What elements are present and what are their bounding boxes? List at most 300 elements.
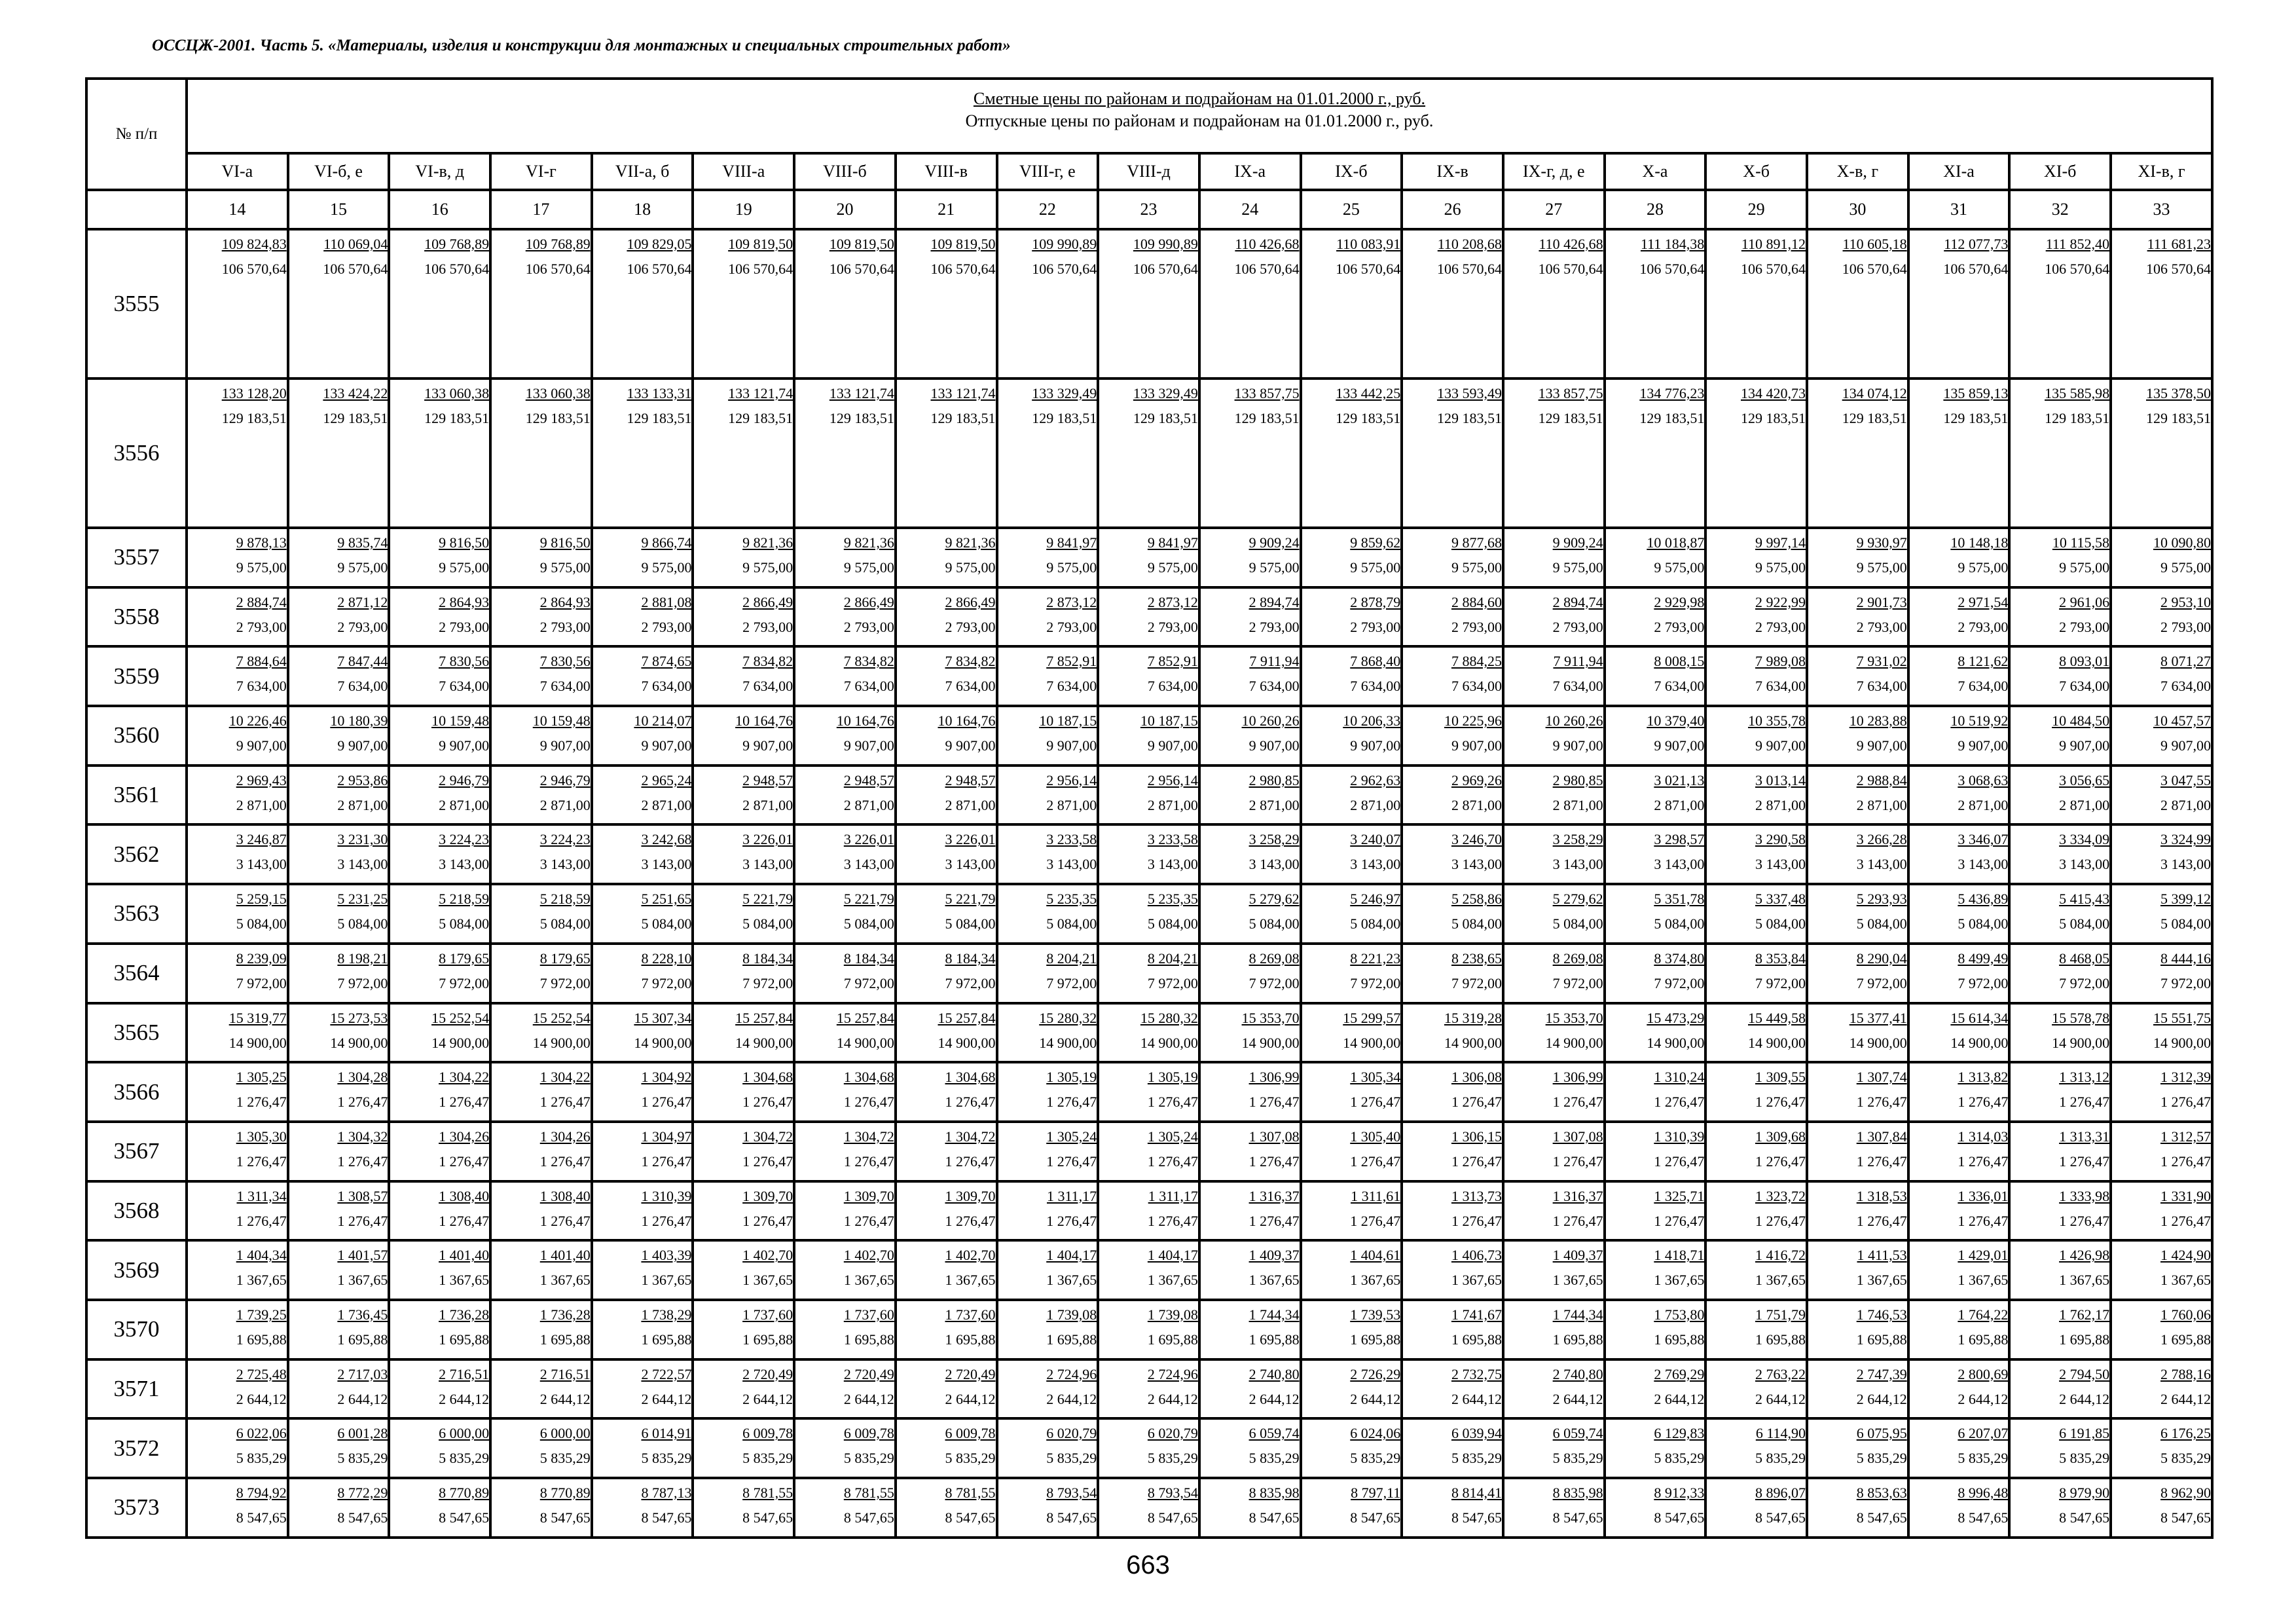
estimate-price: 6 022,06 [236, 1425, 287, 1442]
estimate-price: 1 418,71 [1654, 1247, 1705, 1264]
release-price: 7 634,00 [439, 678, 490, 695]
column-number: 33 [2111, 190, 2212, 229]
price-cell [1705, 229, 1807, 378]
estimate-price: 110 605,18 [1842, 236, 1907, 252]
release-price: 1 276,47 [1755, 1212, 1806, 1229]
release-price: 106 570,64 [221, 261, 287, 277]
estimate-price: 3 056,65 [2059, 771, 2110, 788]
estimate-price: 6 014,91 [641, 1425, 692, 1442]
estimate-price: 111 184,38 [1640, 236, 1705, 252]
estimate-price: 1 307,84 [1856, 1128, 1907, 1145]
price-cell [187, 378, 288, 528]
price-cell [1098, 1062, 1199, 1122]
release-price: 106 570,64 [1336, 261, 1401, 277]
estimate-price: 2 720,49 [742, 1365, 793, 1382]
release-price: 9 907,00 [1552, 737, 1603, 754]
price-cell [490, 1122, 592, 1181]
column-number-row [86, 190, 2212, 229]
price-cell [1908, 528, 2010, 587]
estimate-price: 2 953,86 [337, 771, 388, 788]
release-price: 5 835,29 [1958, 1450, 2009, 1467]
release-price: 106 570,64 [2145, 261, 2211, 277]
release-price: 129 183,51 [1538, 410, 1603, 426]
estimate-price: 6 059,74 [1248, 1425, 1300, 1442]
price-cell [1503, 766, 1605, 825]
estimate-price: 111 681,23 [2147, 236, 2211, 252]
release-price: 7 634,00 [1552, 678, 1603, 695]
estimate-price: 2 720,49 [843, 1365, 894, 1382]
region-header: IX-а [1199, 153, 1301, 190]
price-cell [490, 1300, 592, 1359]
release-price: 106 570,64 [728, 261, 793, 277]
estimate-price: 3 246,87 [236, 831, 287, 848]
release-price: 14 900,00 [1748, 1034, 1806, 1051]
release-price: 8 547,65 [641, 1509, 692, 1526]
release-price: 2 644,12 [2160, 1390, 2211, 1407]
price-cell [1605, 1240, 1706, 1300]
release-price: 5 084,00 [2160, 915, 2211, 932]
estimate-price: 8 781,55 [843, 1485, 894, 1501]
estimate-price: 1 314,03 [1958, 1128, 2009, 1145]
price-cell [288, 1418, 390, 1478]
estimate-price: 134 420,73 [1741, 385, 1806, 401]
price-cell [997, 378, 1099, 528]
price-cell [693, 528, 794, 587]
price-cell [490, 1181, 592, 1241]
release-price: 5 835,29 [742, 1450, 793, 1467]
estimate-price: 1 304,22 [539, 1069, 591, 1086]
price-cell [490, 1003, 592, 1063]
estimate-price: 110 426,68 [1539, 236, 1603, 252]
price-cell [693, 229, 794, 378]
price-cell [1705, 378, 1807, 528]
release-price: 9 575,00 [1046, 559, 1097, 576]
estimate-price: 7 911,94 [1249, 653, 1300, 670]
estimate-price: 2 866,49 [742, 593, 793, 610]
estimate-price: 1 313,12 [2059, 1069, 2110, 1086]
row-number: 3555 [86, 229, 187, 378]
release-price: 8 547,65 [1350, 1509, 1401, 1526]
estimate-price: 8 912,33 [1654, 1485, 1705, 1501]
price-cell [1605, 229, 1706, 378]
estimate-price: 2 864,93 [439, 593, 490, 610]
estimate-price: 1 304,72 [945, 1128, 996, 1145]
estimate-price: 135 859,13 [1943, 385, 2009, 401]
release-price: 14 900,00 [1849, 1034, 1907, 1051]
estimate-price: 9 816,50 [439, 534, 490, 551]
price-cell [1301, 944, 1402, 1003]
release-price: 129 183,51 [1133, 410, 1198, 426]
estimate-price: 5 259,15 [236, 891, 287, 908]
release-price: 3 143,00 [1350, 856, 1401, 873]
release-price: 5 084,00 [439, 915, 490, 932]
release-price: 9 575,00 [439, 559, 490, 576]
release-price: 8 547,65 [236, 1509, 287, 1526]
estimate-price: 7 874,65 [641, 653, 692, 670]
release-price: 129 183,51 [323, 410, 388, 426]
price-cell [794, 884, 896, 944]
estimate-price: 111 852,40 [2045, 236, 2110, 252]
release-price: 7 972,00 [641, 974, 692, 991]
estimate-price: 7 911,94 [1553, 653, 1603, 670]
price-cell [1199, 1122, 1301, 1181]
release-price: 9 907,00 [1147, 737, 1198, 754]
release-price: 2 644,12 [1451, 1390, 1502, 1407]
estimate-price: 3 298,57 [1654, 831, 1705, 848]
table-row [86, 824, 2212, 884]
release-price: 106 570,64 [1234, 261, 1300, 277]
estimate-price: 133 424,22 [323, 385, 388, 401]
estimate-price: 8 198,21 [337, 950, 388, 967]
release-price: 2 644,12 [439, 1390, 490, 1407]
release-price: 2 644,12 [945, 1390, 996, 1407]
release-price: 1 695,88 [1654, 1331, 1705, 1348]
price-cell [1807, 378, 1908, 528]
estimate-price: 15 353,70 [1545, 1009, 1603, 1026]
release-price: 2 644,12 [1856, 1390, 1907, 1407]
release-price: 14 900,00 [836, 1034, 894, 1051]
row-number: 3571 [86, 1359, 187, 1419]
table-row [86, 229, 2212, 378]
price-cell [896, 1240, 997, 1300]
estimate-price: 1 736,45 [337, 1306, 388, 1323]
estimate-price: 8 238,65 [1451, 950, 1502, 967]
estimate-price: 133 121,74 [829, 385, 894, 401]
estimate-price: 2 724,96 [1046, 1365, 1097, 1382]
price-cell [1199, 1478, 1301, 1538]
estimate-price: 1 305,34 [1350, 1069, 1401, 1086]
release-price: 8 547,65 [1552, 1509, 1603, 1526]
table-row [86, 1359, 2212, 1419]
release-price: 1 276,47 [1451, 1212, 1502, 1229]
estimate-price: 3 233,58 [1046, 831, 1097, 848]
release-price: 1 276,47 [641, 1212, 692, 1229]
price-cell [997, 1300, 1099, 1359]
estimate-price: 2 740,80 [1248, 1365, 1300, 1382]
estimate-price: 1 744,34 [1552, 1306, 1603, 1323]
estimate-price: 1 762,17 [2059, 1306, 2110, 1323]
price-cell [592, 646, 693, 706]
price-cell [1098, 378, 1199, 528]
column-number: 26 [1402, 190, 1503, 229]
release-price: 1 695,88 [439, 1331, 490, 1348]
region-header: X-в, г [1807, 153, 1908, 190]
estimate-price: 6 059,74 [1552, 1425, 1603, 1442]
estimate-price: 8 962,90 [2160, 1485, 2211, 1501]
release-price: 8 547,65 [1654, 1509, 1705, 1526]
release-price: 7 634,00 [2160, 678, 2211, 695]
price-cell [1098, 1300, 1199, 1359]
row-number: 3564 [86, 944, 187, 1003]
release-price: 3 143,00 [1755, 856, 1806, 873]
price-cell [2009, 1181, 2111, 1241]
estimate-price: 110 083,91 [1336, 236, 1401, 252]
release-price: 3 143,00 [1451, 856, 1502, 873]
estimate-price: 8 121,62 [1958, 653, 2009, 670]
price-cell [389, 587, 490, 647]
price-cell [389, 528, 490, 587]
release-price: 5 835,29 [236, 1450, 287, 1467]
price-cell [997, 646, 1099, 706]
release-price: 5 084,00 [2059, 915, 2110, 932]
table-row [86, 1418, 2212, 1478]
release-price: 1 276,47 [236, 1094, 287, 1111]
estimate-price: 1 741,67 [1451, 1306, 1502, 1323]
estimate-price: 9 878,13 [236, 534, 287, 551]
release-price: 2 644,12 [1248, 1390, 1300, 1407]
release-price: 5 084,00 [1755, 915, 1806, 932]
estimate-price: 1 304,26 [539, 1128, 591, 1145]
release-price: 8 547,65 [1856, 1509, 1907, 1526]
estimate-price: 133 857,75 [1538, 385, 1603, 401]
estimate-price: 10 457,57 [2153, 712, 2211, 729]
release-price: 9 907,00 [1451, 737, 1502, 754]
price-cell [693, 1062, 794, 1122]
release-price: 9 575,00 [539, 559, 591, 576]
price-cell [896, 587, 997, 647]
release-price: 1 695,88 [945, 1331, 996, 1348]
release-price: 14 900,00 [330, 1034, 388, 1051]
price-cell [896, 884, 997, 944]
caption-release-prices: Отпускные цены по районам и подрайонам на 01.01.2000 г., руб. [965, 111, 1434, 130]
release-price: 5 084,00 [1350, 915, 1401, 932]
release-price: 2 793,00 [843, 618, 894, 635]
estimate-price: 5 436,89 [1958, 891, 2009, 908]
estimate-price: 10 187,15 [1039, 712, 1097, 729]
price-cell [1807, 766, 1908, 825]
region-header: VI-в, д [389, 153, 490, 190]
price-cell [1098, 229, 1199, 378]
price-cell [896, 646, 997, 706]
price-cell [896, 229, 997, 378]
release-price: 2 871,00 [843, 796, 894, 813]
estimate-price: 1 309,70 [945, 1187, 996, 1204]
estimate-price: 2 956,14 [1147, 771, 1198, 788]
release-price: 14 900,00 [431, 1034, 490, 1051]
estimate-price: 1 305,40 [1350, 1128, 1401, 1145]
region-header: VIII-в [896, 153, 997, 190]
estimate-price: 7 884,25 [1451, 653, 1502, 670]
estimate-price: 2 962,63 [1350, 771, 1401, 788]
release-price: 9 575,00 [337, 559, 388, 576]
release-price: 7 972,00 [439, 974, 490, 991]
release-price: 7 972,00 [1654, 974, 1705, 991]
row-number: 3561 [86, 766, 187, 825]
price-cell [288, 944, 390, 1003]
table-row [86, 766, 2212, 825]
release-price: 9 575,00 [742, 559, 793, 576]
estimate-price: 2 961,06 [2059, 593, 2110, 610]
release-price: 5 084,00 [1248, 915, 1300, 932]
estimate-price: 6 129,83 [1654, 1425, 1705, 1442]
price-cell [2111, 766, 2212, 825]
price-cell [997, 1122, 1099, 1181]
release-price: 1 367,65 [236, 1272, 287, 1289]
price-cell [794, 528, 896, 587]
page-number: 663 [1126, 1551, 1170, 1579]
price-cell [389, 378, 490, 528]
price-cell [490, 944, 592, 1003]
estimate-price: 6 024,06 [1350, 1425, 1401, 1442]
estimate-price: 15 252,54 [431, 1009, 490, 1026]
price-cell [2111, 1062, 2212, 1122]
release-price: 5 835,29 [2160, 1450, 2211, 1467]
estimate-price: 1 404,34 [236, 1247, 287, 1264]
estimate-price: 2 732,75 [1451, 1365, 1502, 1382]
release-price: 3 143,00 [439, 856, 490, 873]
release-price: 3 143,00 [2059, 856, 2110, 873]
release-price: 1 276,47 [1958, 1153, 2009, 1170]
release-price: 9 907,00 [2059, 737, 2110, 754]
release-price: 2 793,00 [1755, 618, 1806, 635]
price-cell [1098, 944, 1199, 1003]
estimate-price: 7 989,08 [1755, 653, 1806, 670]
price-cell [1402, 824, 1503, 884]
price-cell [997, 766, 1099, 825]
estimate-price: 2 722,57 [641, 1365, 692, 1382]
estimate-price: 2 965,24 [641, 771, 692, 788]
price-cell [1098, 884, 1199, 944]
price-cell [1301, 1300, 1402, 1359]
price-cell [288, 646, 390, 706]
price-cell [794, 824, 896, 884]
estimate-price: 2 971,54 [1958, 593, 2009, 610]
release-price: 2 644,12 [641, 1390, 692, 1407]
estimate-price: 110 891,12 [1741, 236, 1806, 252]
estimate-price: 110 208,68 [1437, 236, 1502, 252]
estimate-price: 1 304,68 [742, 1069, 793, 1086]
release-price: 1 276,47 [539, 1153, 591, 1170]
release-price: 5 835,29 [1350, 1450, 1401, 1467]
release-price: 5 084,00 [1654, 915, 1705, 932]
region-header: VI-а [187, 153, 288, 190]
release-price: 1 276,47 [1654, 1094, 1705, 1111]
price-cell [1098, 706, 1199, 766]
estimate-price: 1 316,37 [1552, 1187, 1603, 1204]
price-cell [2009, 1300, 2111, 1359]
column-number: 21 [896, 190, 997, 229]
estimate-price: 1 738,29 [641, 1306, 692, 1323]
release-price: 3 143,00 [1046, 856, 1097, 873]
price-cell [288, 1181, 390, 1241]
estimate-price: 3 290,58 [1755, 831, 1806, 848]
estimate-price: 133 329,49 [1133, 385, 1198, 401]
estimate-price: 3 068,63 [1958, 771, 2009, 788]
release-price: 129 183,51 [525, 410, 591, 426]
estimate-price: 15 578,78 [2052, 1009, 2110, 1026]
price-cell [1199, 1062, 1301, 1122]
release-price: 5 084,00 [945, 915, 996, 932]
estimate-price: 133 133,31 [627, 385, 692, 401]
release-price: 7 634,00 [1958, 678, 2009, 695]
release-price: 1 276,47 [1350, 1212, 1401, 1229]
release-price: 5 835,29 [1046, 1450, 1097, 1467]
release-price: 2 871,00 [337, 796, 388, 813]
estimate-price: 133 442,25 [1336, 385, 1401, 401]
release-price: 1 695,88 [1755, 1331, 1806, 1348]
release-price: 1 276,47 [945, 1094, 996, 1111]
price-cell [2111, 528, 2212, 587]
estimate-price: 3 021,13 [1654, 771, 1705, 788]
price-cell [1301, 884, 1402, 944]
price-cell [1807, 1478, 1908, 1538]
estimate-price: 1 305,30 [236, 1128, 287, 1145]
price-cell [1807, 1122, 1908, 1181]
release-price: 9 575,00 [1958, 559, 2009, 576]
price-cell [1908, 1240, 2010, 1300]
estimate-price: 2 953,10 [2160, 593, 2211, 610]
region-header: VIII-д [1098, 153, 1199, 190]
price-cell [389, 1062, 490, 1122]
table-row [86, 1478, 2212, 1538]
price-cell [288, 1003, 390, 1063]
price-cell [389, 1359, 490, 1419]
price-cell [288, 229, 390, 378]
release-price: 7 634,00 [1147, 678, 1198, 695]
estimate-price: 15 353,70 [1241, 1009, 1300, 1026]
price-cell [389, 646, 490, 706]
estimate-price: 3 258,29 [1248, 831, 1300, 848]
release-price: 1 367,65 [539, 1272, 591, 1289]
price-cell [693, 587, 794, 647]
release-price: 14 900,00 [1039, 1034, 1097, 1051]
estimate-price: 5 279,62 [1248, 891, 1300, 908]
column-number: 27 [1503, 190, 1605, 229]
price-cell [288, 706, 390, 766]
release-price: 2 793,00 [742, 618, 793, 635]
price-cell [592, 528, 693, 587]
price-cell [2111, 824, 2212, 884]
release-price: 106 570,64 [1842, 261, 1907, 277]
estimate-price: 1 305,24 [1046, 1128, 1097, 1145]
estimate-price: 1 316,37 [1248, 1187, 1300, 1204]
estimate-price: 8 781,55 [945, 1485, 996, 1501]
price-cell [1807, 824, 1908, 884]
release-price: 3 143,00 [1856, 856, 1907, 873]
release-price: 9 575,00 [236, 559, 287, 576]
price-cell [997, 528, 1099, 587]
release-price: 5 084,00 [1552, 915, 1603, 932]
price-cell [1301, 229, 1402, 378]
price-cell [1807, 1418, 1908, 1478]
estimate-price: 2 948,57 [843, 771, 894, 788]
price-cell [1402, 1418, 1503, 1478]
price-cell [187, 884, 288, 944]
price-cell [1503, 1478, 1605, 1538]
price-cell [1705, 528, 1807, 587]
row-number: 3567 [86, 1122, 187, 1181]
estimate-price: 10 115,58 [2052, 534, 2110, 551]
price-cell [1098, 1181, 1199, 1241]
release-price: 2 871,00 [1350, 796, 1401, 813]
release-price: 2 871,00 [1755, 796, 1806, 813]
price-cell [896, 706, 997, 766]
release-price: 7 634,00 [742, 678, 793, 695]
price-cell [1301, 1181, 1402, 1241]
price-cell [1605, 378, 1706, 528]
estimate-price: 15 257,84 [836, 1009, 894, 1026]
price-cell [2009, 1122, 2111, 1181]
price-cell [592, 1062, 693, 1122]
estimate-price: 3 324,99 [2160, 831, 2211, 848]
release-price: 5 835,29 [337, 1450, 388, 1467]
release-price: 9 907,00 [843, 737, 894, 754]
estimate-price: 10 090,80 [2153, 534, 2211, 551]
estimate-price: 10 484,50 [2052, 712, 2110, 729]
estimate-price: 1 411,53 [1857, 1247, 1907, 1264]
release-price: 14 900,00 [1545, 1034, 1603, 1051]
estimate-price: 1 746,53 [1856, 1306, 1907, 1323]
